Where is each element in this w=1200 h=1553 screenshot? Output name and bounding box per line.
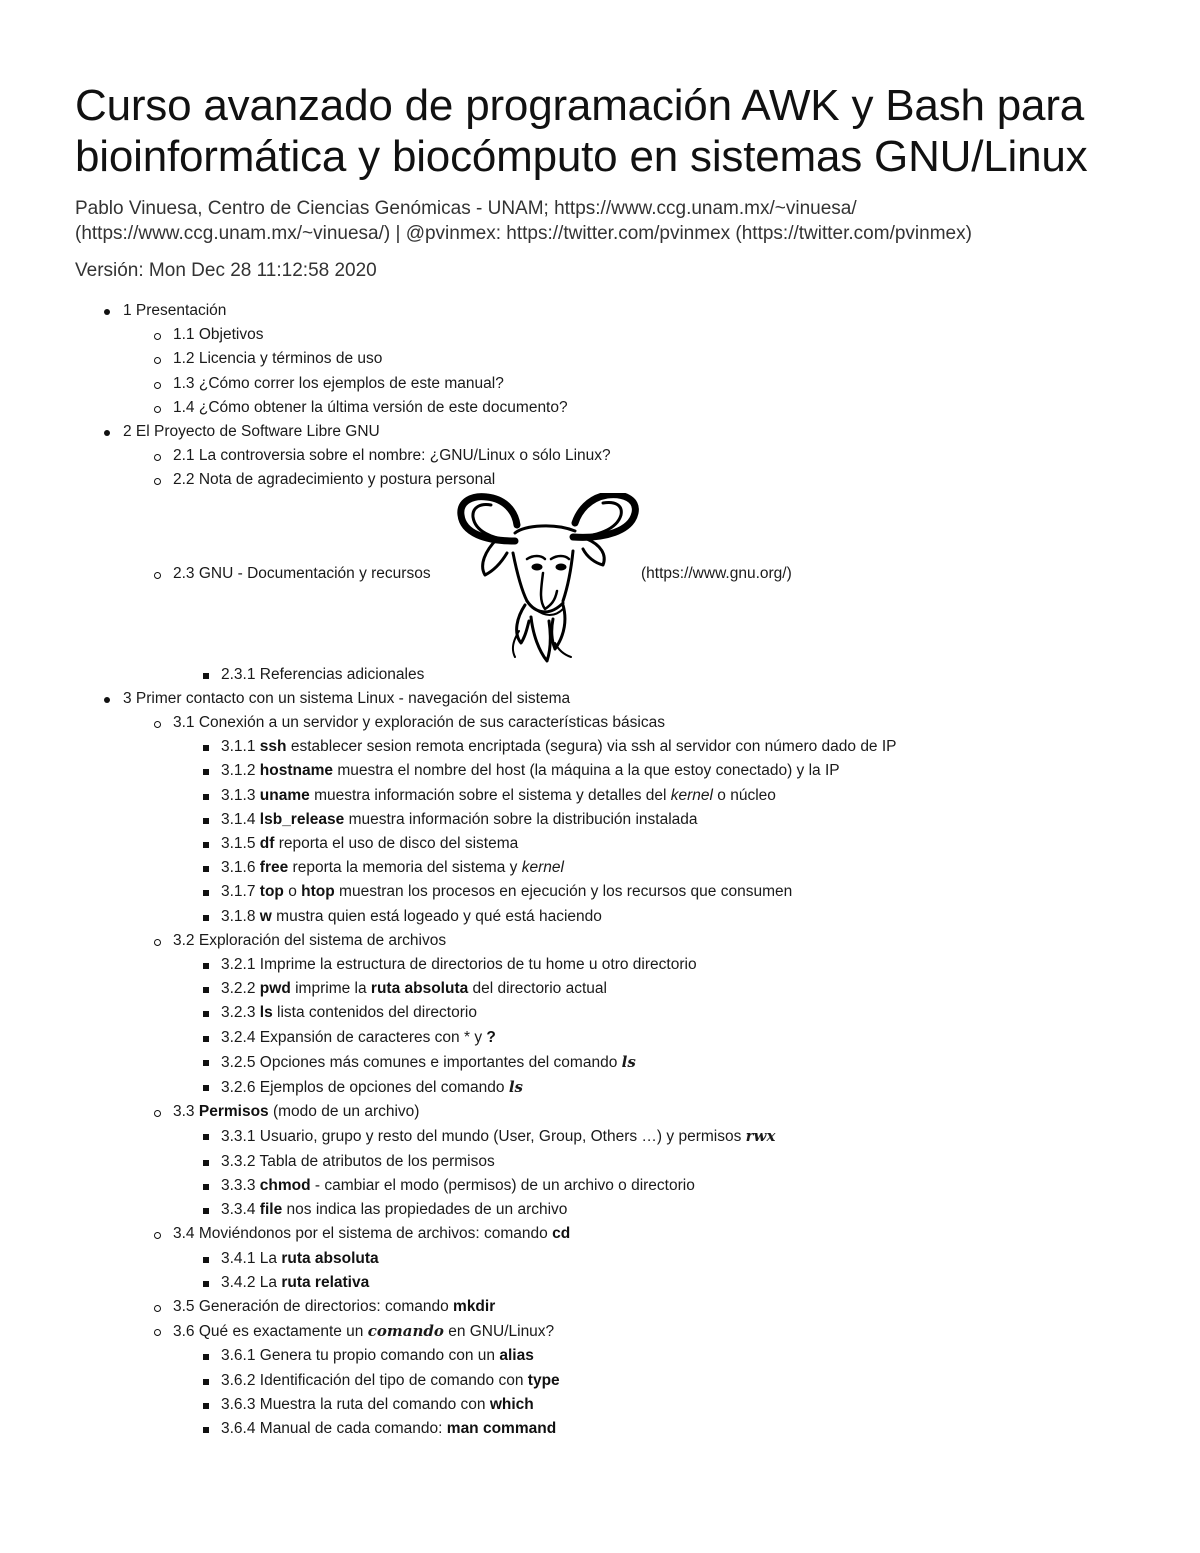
bullet-icon (104, 309, 110, 315)
bullet-icon (104, 697, 110, 703)
toc-item[interactable]: 1.4 ¿Cómo obtener la última versión de este documento? (75, 396, 1135, 420)
toc-item[interactable]: 2.1 La controversia sobre el nombre: ¿GNU/Linux o sólo Linux? (75, 444, 1135, 468)
toc-item[interactable]: 3.3 Permisos (modo de un archivo) (75, 1100, 1135, 1124)
square-bullet-icon (203, 818, 209, 824)
toc-item[interactable]: 3.1.3 uname muestra información sobre el sistema y detalles del kernel o núcleo (75, 784, 1135, 808)
square-bullet-icon (203, 1427, 209, 1433)
square-bullet-icon (203, 842, 209, 848)
circle-bullet-icon (154, 454, 161, 461)
toc-item[interactable]: 3.4.2 La ruta relativa (75, 1271, 1135, 1295)
toc-item[interactable]: 3.6 Qué es exactamente un comando en GNU/Linux? (75, 1319, 1135, 1344)
toc-item[interactable]: 3.4.1 La ruta absoluta (75, 1247, 1135, 1271)
toc-item[interactable]: 3.2.4 Expansión de caracteres con * y ? (75, 1026, 1135, 1050)
toc-item[interactable]: 2.3 GNU - Documentación y recursos (https://www.gnu.org/) (75, 493, 1135, 663)
square-bullet-icon (203, 866, 209, 872)
square-bullet-icon (203, 1085, 209, 1091)
bullet-icon (104, 430, 110, 436)
square-bullet-icon (203, 1184, 209, 1190)
toc-item[interactable]: 3.1.6 free reporta la memoria del sistema y kernel (75, 856, 1135, 880)
toc-item[interactable]: 3.6.2 Identificación del tipo de comando con type (75, 1369, 1135, 1393)
toc-item[interactable]: 3.3.3 chmod - cambiar el modo (permisos) de un archivo o directorio (75, 1174, 1135, 1198)
circle-bullet-icon (154, 382, 161, 389)
toc-item[interactable]: 1.1 Objetivos (75, 323, 1135, 347)
version-line: Versión: Mon Dec 28 11:12:58 2020 (75, 260, 377, 281)
circle-bullet-icon (154, 1232, 161, 1239)
gnu-link[interactable]: (https://www.gnu.org/) (641, 564, 792, 582)
toc-item[interactable]: 3.3.1 Usuario, grupo y resto del mundo (User, Group, Others …) y permisos rwx (75, 1124, 1135, 1149)
toc-item[interactable]: 3 Primer contacto con un sistema Linux - navegación del sistema (75, 687, 1135, 711)
square-bullet-icon (203, 673, 209, 679)
toc-item[interactable]: 3.1.5 df reporta el uso de disco del sistema (75, 832, 1135, 856)
gnu-head-logo (455, 493, 641, 663)
table-of-contents (75, 299, 1135, 1441)
square-bullet-icon (203, 1354, 209, 1360)
toc-item[interactable]: 3.6.4 Manual de cada comando: man command (75, 1417, 1135, 1441)
document-title: Curso avanzado de programación AWK y Bash para bioinformática y biocómputo en sistemas GNU/Linux (75, 81, 1088, 181)
square-bullet-icon (203, 963, 209, 969)
square-bullet-icon (203, 987, 209, 993)
circle-bullet-icon (154, 1305, 161, 1312)
toc-item[interactable]: 3.2.1 Imprime la estructura de directorios de tu home u otro directorio (75, 953, 1135, 977)
circle-bullet-icon (154, 939, 161, 946)
toc-item[interactable]: 3.5 Generación de directorios: comando mkdir (75, 1295, 1135, 1319)
toc-item[interactable]: 3.6.1 Genera tu propio comando con un alias (75, 1344, 1135, 1368)
toc-item[interactable]: 3.2.5 Opciones más comunes e importantes del comando ls (75, 1050, 1135, 1075)
toc-item[interactable]: 1.3 ¿Cómo correr los ejemplos de este manual? (75, 372, 1135, 396)
toc-item[interactable]: 3.4 Moviéndonos por el sistema de archivos: comando cd (75, 1222, 1135, 1246)
circle-bullet-icon (154, 333, 161, 340)
toc-item[interactable]: 3.1.4 lsb_release muestra información sobre la distribución instalada (75, 808, 1135, 832)
square-bullet-icon (203, 1379, 209, 1385)
toc-item[interactable]: 1.2 Licencia y términos de uso (75, 347, 1135, 371)
toc-item[interactable]: 2.3.1 Referencias adicionales (75, 663, 1135, 687)
toc-item[interactable]: 3.3.2 Tabla de atributos de los permisos (75, 1150, 1135, 1174)
toc-item[interactable]: 3.1.7 top o htop muestran los procesos en ejecución y los recursos que consumen (75, 880, 1135, 904)
toc-item[interactable]: 1 Presentación (75, 299, 1135, 323)
circle-bullet-icon (154, 478, 161, 485)
square-bullet-icon (203, 890, 209, 896)
circle-bullet-icon (154, 572, 161, 579)
square-bullet-icon (203, 1403, 209, 1409)
circle-bullet-icon (154, 1329, 161, 1336)
toc-item[interactable]: 3.2.3 ls lista contenidos del directorio (75, 1001, 1135, 1025)
circle-bullet-icon (154, 721, 161, 728)
toc-item[interactable]: 3.2 Exploración del sistema de archivos (75, 929, 1135, 953)
square-bullet-icon (203, 794, 209, 800)
square-bullet-icon (203, 1160, 209, 1166)
square-bullet-icon (203, 1134, 209, 1140)
document-page (75, 80, 1135, 1441)
toc-item[interactable]: 2.2 Nota de agradecimiento y postura personal (75, 468, 1135, 492)
circle-bullet-icon (154, 406, 161, 413)
square-bullet-icon (203, 745, 209, 751)
square-bullet-icon (203, 1257, 209, 1263)
square-bullet-icon (203, 769, 209, 775)
square-bullet-icon (203, 915, 209, 921)
toc-item[interactable]: 3.1.2 hostname muestra el nombre del host (la máquina a la que estoy conectado) y la IP (75, 759, 1135, 783)
toc-item[interactable]: 3.1 Conexión a un servidor y exploración de sus características básicas (75, 711, 1135, 735)
circle-bullet-icon (154, 357, 161, 364)
square-bullet-icon (203, 1011, 209, 1017)
toc-item[interactable]: 3.2.6 Ejemplos de opciones del comando ls (75, 1075, 1135, 1100)
toc-item[interactable]: 3.1.8 w mustra quien está logeado y qué está haciendo (75, 905, 1135, 929)
toc-item[interactable]: 3.1.1 ssh establecer sesion remota encriptada (segura) via ssh al servidor con número dado de IP (75, 735, 1135, 759)
toc-item[interactable]: 3.6.3 Muestra la ruta del comando con which (75, 1393, 1135, 1417)
circle-bullet-icon (154, 1110, 161, 1117)
toc-item[interactable]: 3.3.4 file nos indica las propiedades de un archivo (75, 1198, 1135, 1222)
toc-item[interactable]: 3.2.2 pwd imprime la ruta absoluta del directorio actual (75, 977, 1135, 1001)
toc-item[interactable]: 2 El Proyecto de Software Libre GNU (75, 420, 1135, 444)
square-bullet-icon (203, 1208, 209, 1214)
author-line: Pablo Vinuesa, Centro de Ciencias Genómicas - UNAM; https://www.ccg.unam.mx/~vinuesa/ (https://www.ccg.unam.mx/~vinuesa/) | @pvinmex: https://twitter.com/pvinmex (https://twitter.com/pvinmex) (75, 198, 972, 244)
square-bullet-icon (203, 1281, 209, 1287)
square-bullet-icon (203, 1060, 209, 1066)
square-bullet-icon (203, 1036, 209, 1042)
